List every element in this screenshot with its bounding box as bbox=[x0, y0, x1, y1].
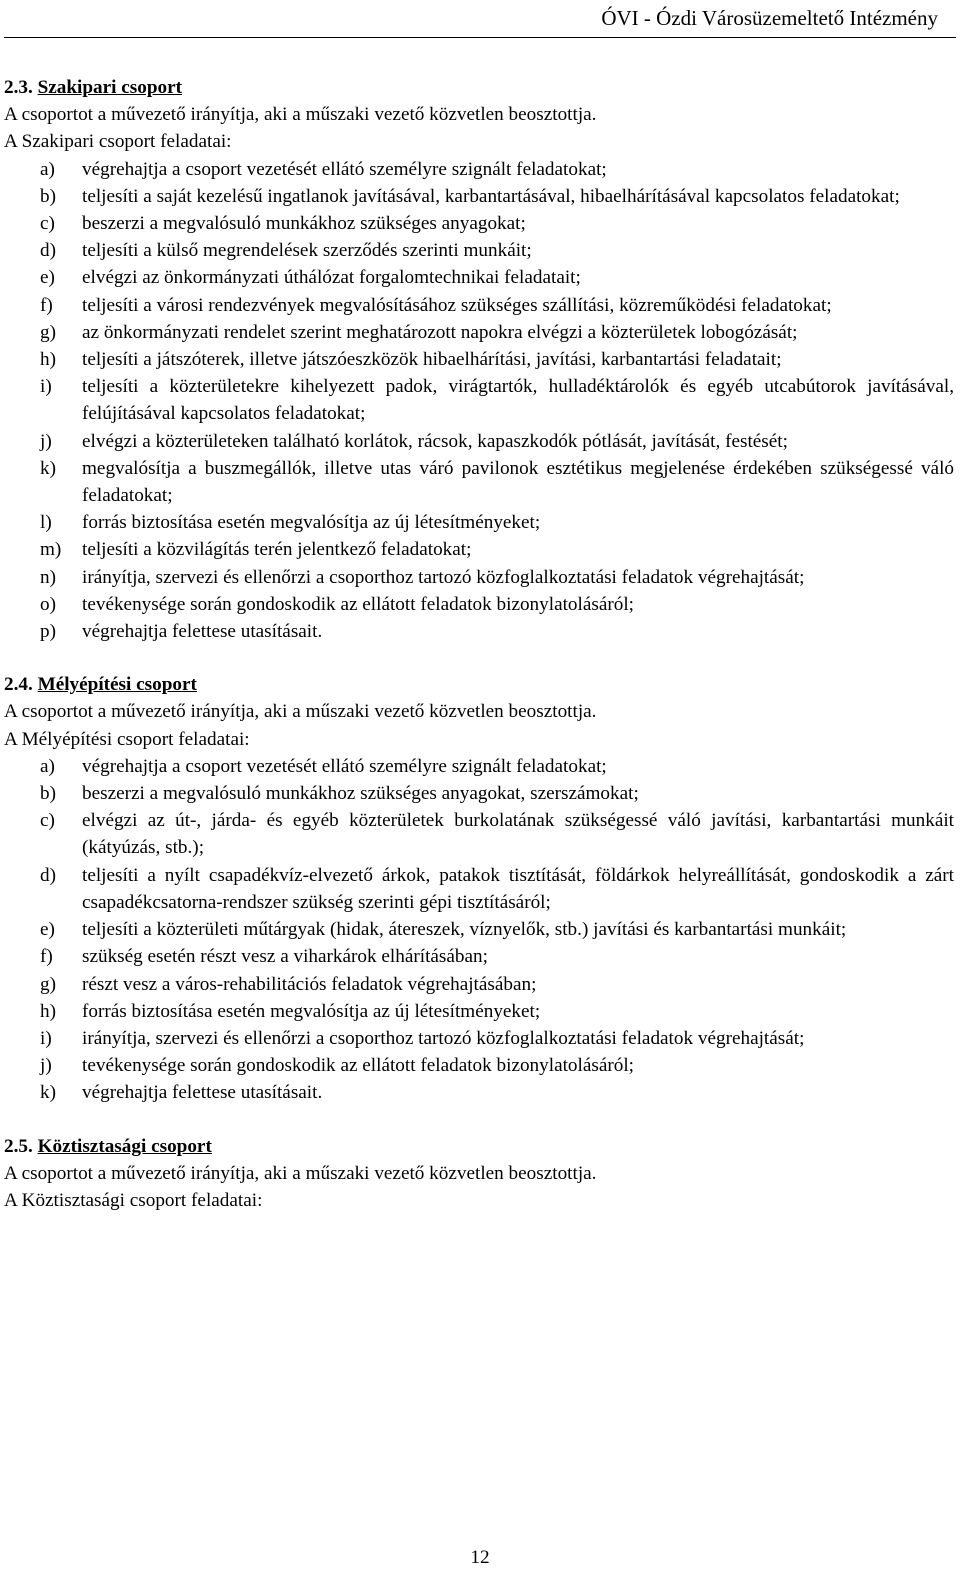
list-item bbox=[4, 971, 954, 998]
list-item bbox=[4, 509, 954, 536]
list-item-label: f) bbox=[40, 946, 53, 968]
list-item-label: c) bbox=[40, 213, 55, 235]
list-item-text: teljesíti a közterületi műtárgyak (hidak, átereszek, víznyelők, stb.) javítási és karbantartási munkáit; bbox=[82, 919, 847, 941]
page-number: 12 bbox=[470, 1547, 490, 1568]
list-item bbox=[4, 373, 954, 427]
list-item bbox=[4, 346, 954, 373]
list-item-label: j) bbox=[40, 1055, 52, 1077]
list-item-text: teljesíti a városi rendezvények megvalósításához szükséges szállítási, közreműködési feladatokat; bbox=[82, 294, 832, 316]
list-item-text: teljesíti a közterületekre kihelyezett padok, virágtartók, hulladéktárolók és egyéb utcabútorok javításával, felújításával kapcsolatos feladatokat; bbox=[82, 376, 954, 425]
section-spacer bbox=[4, 645, 954, 671]
list-item-label: p) bbox=[40, 621, 56, 643]
section-heading bbox=[4, 1133, 954, 1160]
list-item bbox=[4, 183, 954, 210]
list-item bbox=[4, 998, 954, 1025]
list-item-text: végrehajtja felettese utasításait. bbox=[82, 1082, 323, 1104]
list-item bbox=[4, 807, 954, 861]
list-item-label: n) bbox=[40, 566, 56, 588]
section-number: 2.3. bbox=[4, 77, 33, 98]
list-item bbox=[4, 156, 954, 183]
section-paragraph: A Köztisztasági csoport feladatai: bbox=[4, 1189, 263, 1211]
section-title: Mélyépítési csoport bbox=[37, 674, 197, 696]
list-item-label: d) bbox=[40, 240, 56, 262]
document-body bbox=[4, 74, 954, 1214]
list-item bbox=[4, 753, 954, 780]
section-title: Szakipari csoport bbox=[37, 77, 183, 98]
list-item-text: végrehajtja a csoport vezetését ellátó személyre szignált feladatokat; bbox=[82, 755, 607, 777]
list-item-label: a) bbox=[40, 158, 55, 180]
list-item bbox=[4, 319, 954, 346]
list-item-text: tevékenysége során gondoskodik az ellátott feladatok bizonylatolásáról; bbox=[82, 593, 634, 615]
list-item-text: beszerzi a megvalósuló munkákhoz szükséges anyagokat, szerszámokat; bbox=[82, 783, 639, 805]
list-item-label: i) bbox=[40, 376, 52, 398]
list-item bbox=[4, 455, 954, 509]
section-paragraph: A Mélyépítési csoport feladatai: bbox=[4, 728, 250, 750]
list-item-text: teljesíti a közvilágítás terén jelentkező feladatokat; bbox=[82, 539, 472, 561]
list-item-label: f) bbox=[40, 294, 53, 316]
section-spacer bbox=[4, 1107, 954, 1133]
list-item bbox=[4, 618, 954, 645]
list-item-text: elvégzi az önkormányzati úthálózat forgalomtechnikai feladatait; bbox=[82, 267, 581, 289]
list-item-label: i) bbox=[40, 1027, 52, 1049]
list-item-text: részt vesz a város-rehabilitációs feladatok végrehajtásában; bbox=[82, 973, 537, 995]
list-item bbox=[4, 1025, 954, 1052]
list-item-label: h) bbox=[40, 1000, 56, 1022]
list-item-text: teljesíti a játszóterek, illetve játszóeszközök hibaelhárítási, javítási, karbantartási feladatait; bbox=[82, 349, 782, 371]
list-item-label: b) bbox=[40, 783, 56, 805]
section-heading bbox=[4, 671, 954, 698]
list-item-text: elvégzi az út-, járda- és egyéb közterületek burkolatának szükségessé váló javítási, karbantartási munkáit (kátyúzás, stb.); bbox=[82, 810, 954, 859]
page-header: ÓVI - Ózdi Városüzemeltető Intézmény bbox=[601, 6, 938, 30]
list-item bbox=[4, 536, 954, 563]
section-number: 2.4. bbox=[4, 674, 33, 696]
list-item-text: szükség esetén részt vesz a viharkárok elhárításában; bbox=[82, 946, 488, 968]
header-divider bbox=[4, 37, 956, 38]
list-item-label: e) bbox=[40, 267, 55, 289]
list-item-text: az önkormányzati rendelet szerint meghatározott napokra elvégzi a közterületek lobogózását; bbox=[82, 321, 798, 343]
section-paragraph: A csoportot a művezető irányítja, aki a műszaki vezető közvetlen beosztottja. bbox=[4, 1162, 597, 1184]
list-item-label: o) bbox=[40, 593, 56, 615]
list-item-text: megvalósítja a buszmegállók, illetve utas váró pavilonok esztétikus megjelenése érdekében szükségessé váló feladatokat; bbox=[82, 457, 954, 507]
list-item-text: teljesíti a saját kezelésű ingatlanok javításával, karbantartásával, hibaelhárításával kapcsolatos feladatokat; bbox=[82, 185, 900, 207]
section-paragraph: A Szakipari csoport feladatai: bbox=[4, 131, 232, 153]
section-heading bbox=[4, 74, 954, 101]
list-item-label: g) bbox=[40, 321, 56, 343]
list-item-label: a) bbox=[40, 755, 55, 777]
list-item bbox=[4, 780, 954, 807]
list-item-label: m) bbox=[40, 539, 62, 561]
list-item-label: h) bbox=[40, 349, 56, 371]
section-paragraph: A csoportot a művezető irányítja, aki a műszaki vezető közvetlen beosztottja. bbox=[4, 701, 597, 723]
list-item-label: g) bbox=[40, 973, 56, 995]
list-item-text: teljesíti a nyílt csapadékvíz-elvezető árkok, patakok tisztítását, földárkok helyreállítását, gondoskodik a zárt csapadékcsatorna-rendszer szükség szerinti gépi tisztításáról; bbox=[82, 864, 954, 913]
list-item bbox=[4, 1052, 954, 1079]
list-item-text: elvégzi a közterületeken található korlátok, rácsok, kapaszkodók pótlását, javítását, festését; bbox=[82, 430, 788, 452]
list-item bbox=[4, 943, 954, 970]
list-item bbox=[4, 264, 954, 291]
list-item bbox=[4, 1079, 954, 1106]
section-title: Köztisztasági csoport bbox=[37, 1135, 212, 1157]
list-item-label: d) bbox=[40, 864, 56, 886]
list-item-text: teljesíti a külső megrendelések szerződés szerinti munkáit; bbox=[82, 240, 532, 262]
list-item-text: beszerzi a megvalósuló munkákhoz szükséges anyagokat; bbox=[82, 213, 526, 235]
list-item-text: irányítja, szervezi és ellenőrzi a csoporthoz tartozó közfoglalkoztatási feladatok végrehajtását; bbox=[82, 1027, 805, 1049]
list-item-label: k) bbox=[40, 1082, 56, 1104]
list-item bbox=[4, 210, 954, 237]
list-item-label: l) bbox=[40, 512, 52, 534]
list-item bbox=[4, 916, 954, 943]
list-item-text: irányítja, szervezi és ellenőrzi a csoporthoz tartozó közfoglalkoztatási feladatok végrehajtását; bbox=[82, 566, 805, 588]
list-item bbox=[4, 862, 954, 916]
section-number: 2.5. bbox=[4, 1135, 33, 1157]
list-item bbox=[4, 591, 954, 618]
list-item-label: k) bbox=[40, 457, 56, 479]
list-item-text: forrás biztosítása esetén megvalósítja az új létesítményeket; bbox=[82, 1000, 541, 1022]
list-item-text: forrás biztosítása esetén megvalósítja az új létesítményeket; bbox=[82, 512, 541, 534]
section-paragraph: A csoportot a művezető irányítja, aki a műszaki vezető közvetlen beosztottja. bbox=[4, 104, 597, 126]
list-item-label: e) bbox=[40, 919, 55, 941]
list-item-label: c) bbox=[40, 810, 55, 832]
list-item bbox=[4, 428, 954, 455]
list-item bbox=[4, 237, 954, 264]
list-item-label: j) bbox=[40, 430, 52, 452]
list-item-text: tevékenysége során gondoskodik az ellátott feladatok bizonylatolásáról; bbox=[82, 1055, 634, 1077]
list-item-text: végrehajtja a csoport vezetését ellátó személyre szignált feladatokat; bbox=[82, 158, 607, 180]
list-item-label: b) bbox=[40, 185, 56, 207]
list-item-text: végrehajtja felettese utasításait. bbox=[82, 621, 323, 643]
list-item bbox=[4, 564, 954, 591]
list-item bbox=[4, 292, 954, 319]
